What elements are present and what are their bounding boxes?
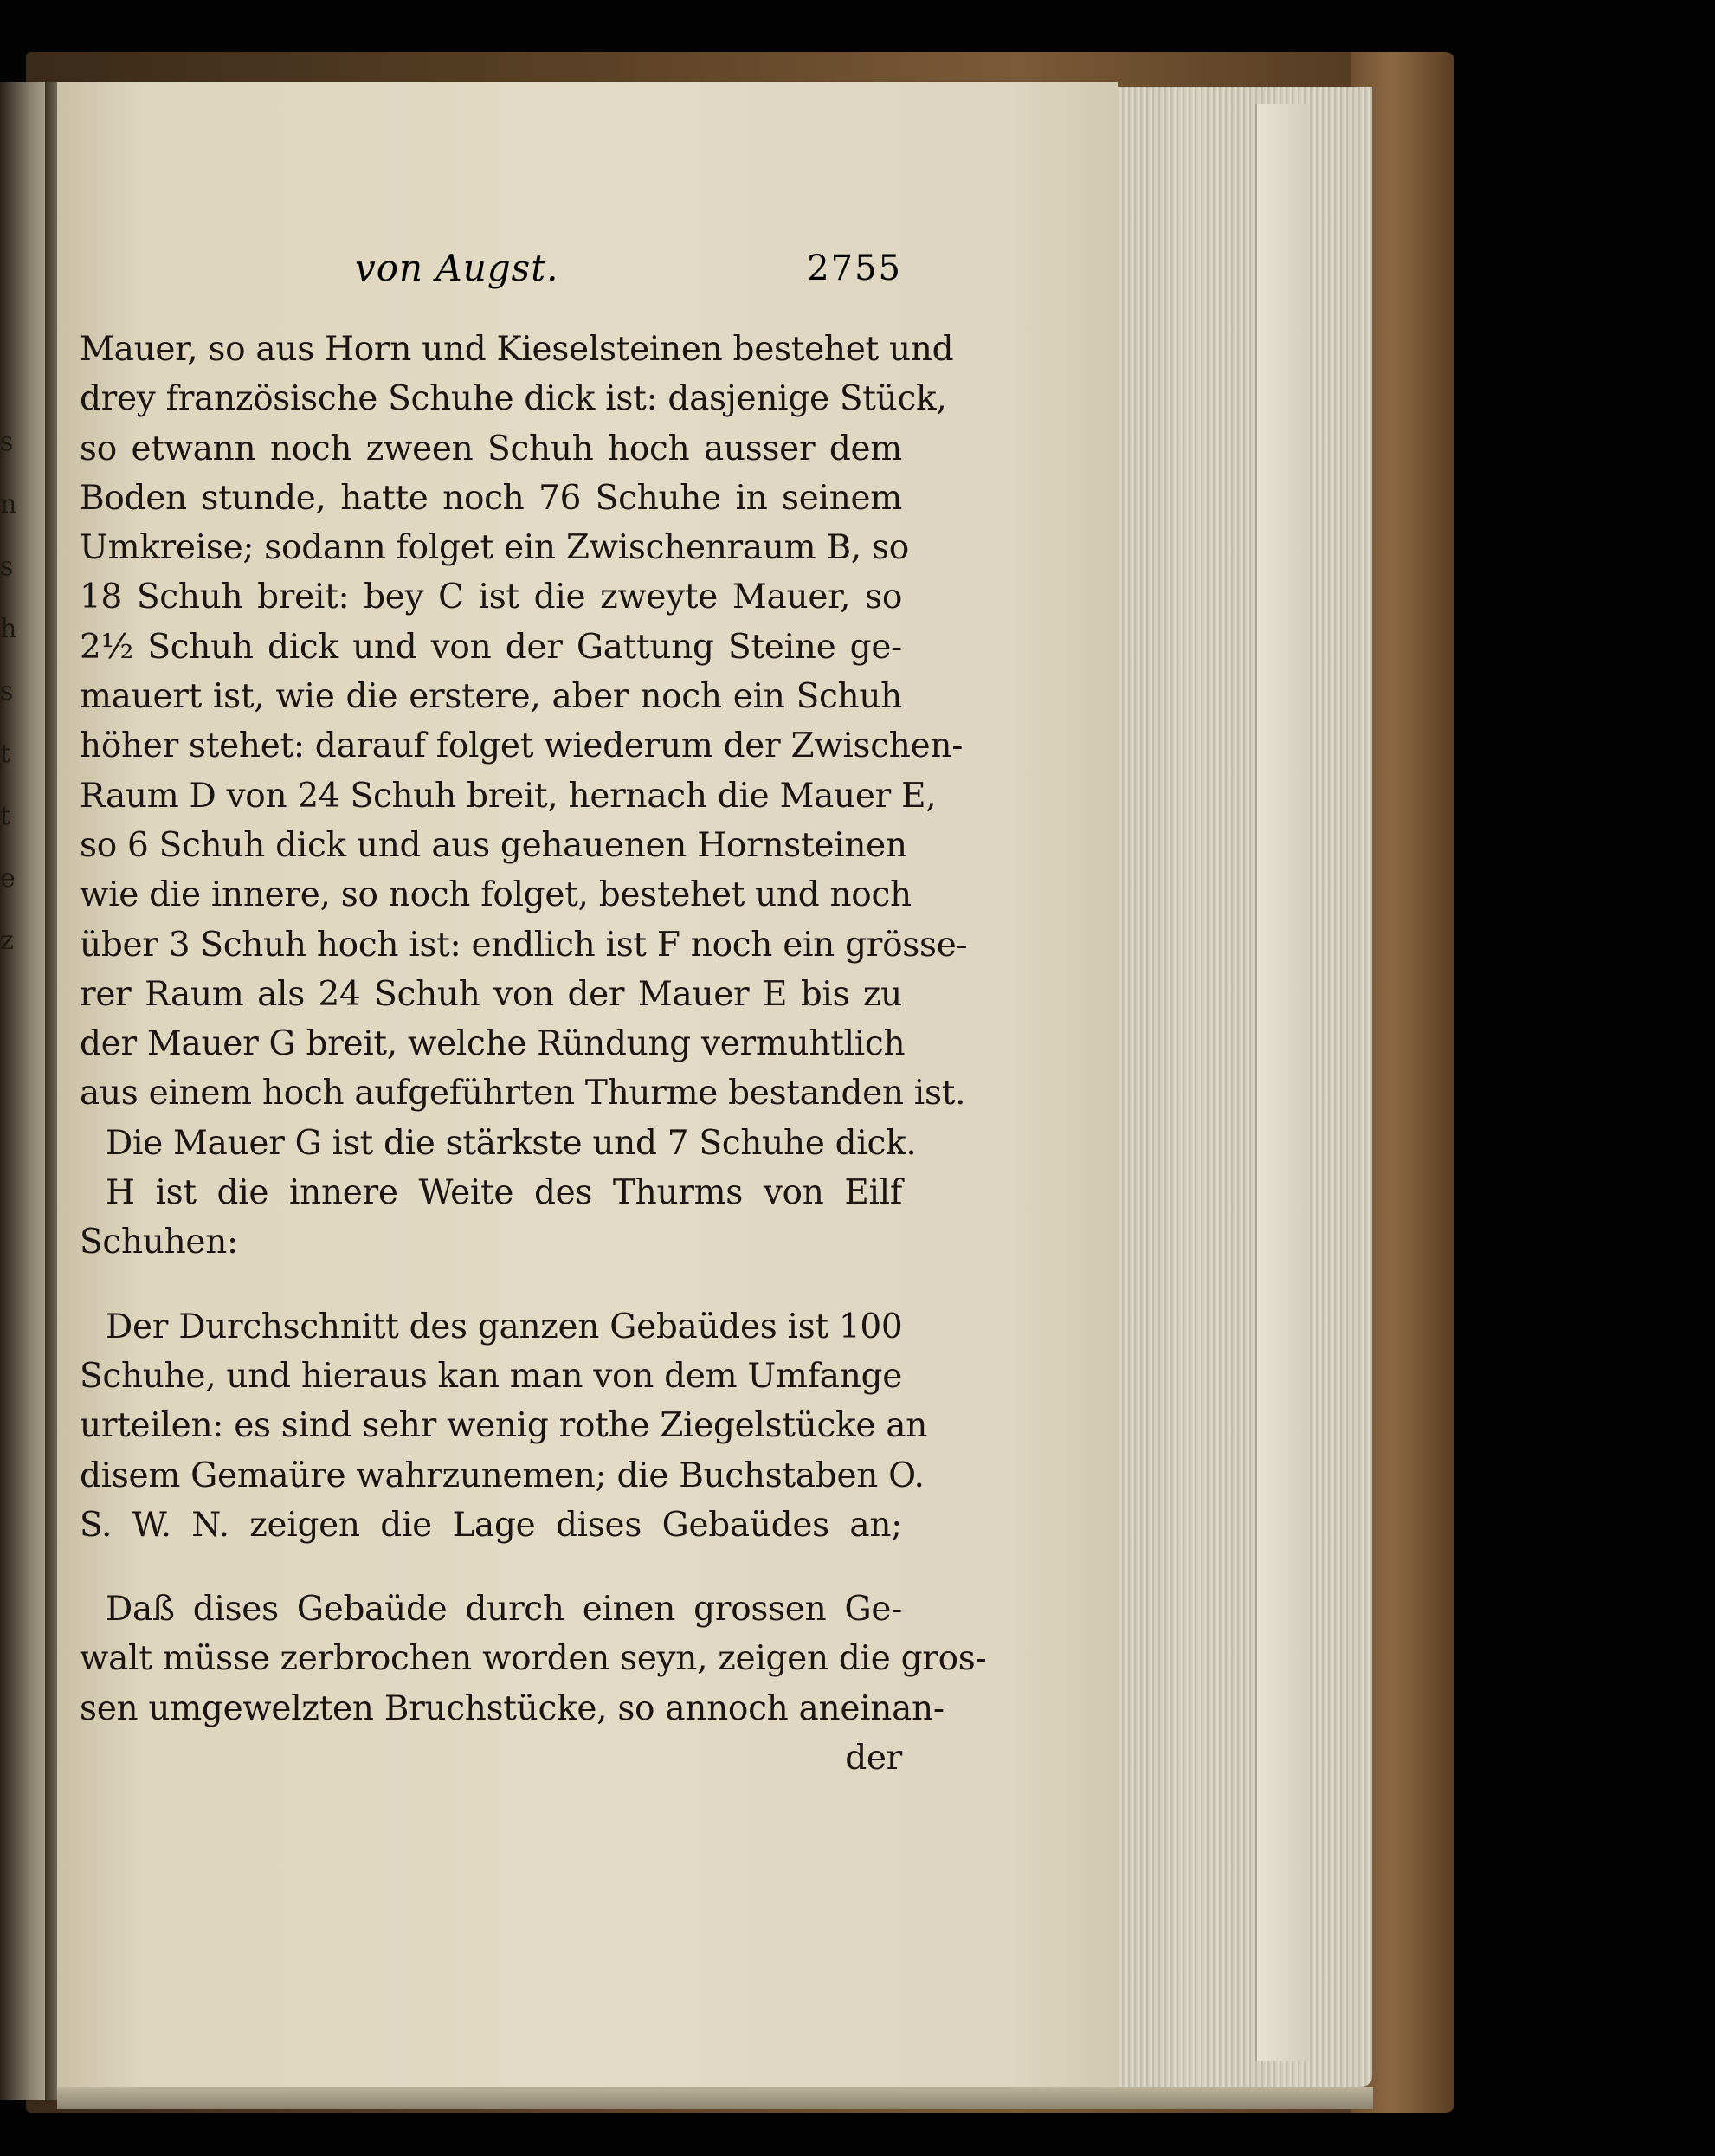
text-line: rer Raum als 24 Schuh von der Mauer E bis zu [80,974,902,1014]
text-line: disem Gemaüre wahrzunemen; die Buchstaben O. [80,1456,925,1495]
text-line: der Mauer G breit, welche Ründung vermuhtlich [80,1024,906,1064]
page-edges-inner [1255,104,1309,2061]
text-line: Der Durchschnitt des ganzen Gebaüdes ist 100 [106,1307,903,1346]
text-line: Die Mauer G ist die stärkste und 7 Schuhe dick. [106,1123,917,1163]
page-edges [1112,87,1372,2087]
paragraph [80,1168,902,1268]
text-line: Schuhen: [80,1223,238,1262]
paragraph [80,325,968,1119]
paragraph [80,1585,987,1733]
text-line: über 3 Schuh hoch ist: endlich ist F noch ein grösse- [80,925,968,965]
text-line: mauert ist, wie die erstere, aber noch ein Schuh [80,677,902,717]
text-line: sen umgewelzten Bruchstücke, so annoch aneinan- [80,1688,945,1728]
text-line: höher stehet: darauf folget wiederum der Zwischen- [80,726,964,766]
text-line: so etwann noch zween Schuh hoch ausser dem [80,429,902,468]
left-fragment: h [0,614,17,644]
text-line: wie die innere, so noch folget, bestehet und noch [80,875,912,915]
left-fragment: s [0,427,14,457]
text-line: Umkreise; sodann folget ein Zwischenraum B, so [80,528,909,568]
text-line: Daß dises Gebaüde durch einen grossen Ge- [106,1590,902,1630]
text-line: 18 Schuh breit: bey C ist die zweyte Mauer, so [80,578,902,617]
left-fragment: s [0,552,14,582]
left-fragment: n [0,489,17,520]
left-page-text [0,411,17,972]
text-line: walt müsse zerbrochen worden seyn, zeigen die gros- [80,1639,987,1679]
text-line: so 6 Schuh dick und aus gehauenen Hornsteinen [80,825,907,865]
paragraph [80,1302,928,1550]
text-line: aus einem hoch aufgeführten Thurme bestanden ist. [80,1074,966,1114]
left-fragment: e [0,863,16,894]
paragraph [80,1119,917,1168]
body-text [80,325,987,1783]
running-head-title: von Augst. [355,247,559,289]
text-line: urteilen: es sind sehr wenig rothe Ziegelstücke an [80,1406,928,1446]
left-fragment: z [0,926,14,956]
left-fragment: s [0,676,14,707]
page-number: 2755 [807,249,902,288]
text-line: H ist die innere Weite des Thurms von Eilf [106,1173,902,1213]
page-bottom-edge [57,2087,1373,2109]
text-line: 2½ Schuh dick und von der Gattung Steine ge- [80,627,902,667]
text-line: Raum D von 24 Schuh breit, hernach die Mauer E, [80,776,937,816]
text-line: drey französische Schuhe dick ist: dasjenige Stück, [80,379,947,419]
running-head [80,247,902,299]
text-line: Boden stunde, hatte noch 76 Schuhe in seinem [80,478,902,518]
text-line: S. W. N. zeigen die Lage dises Gebaüdes an; [80,1505,902,1545]
left-fragment: t [0,801,11,831]
text-line: Mauer, so aus Horn und Kieselsteinen bestehet und [80,330,954,369]
catchword: der [845,1739,902,1778]
text-line: Schuhe, und hieraus kan man von dem Umfange [80,1356,902,1396]
left-fragment: t [0,739,11,769]
